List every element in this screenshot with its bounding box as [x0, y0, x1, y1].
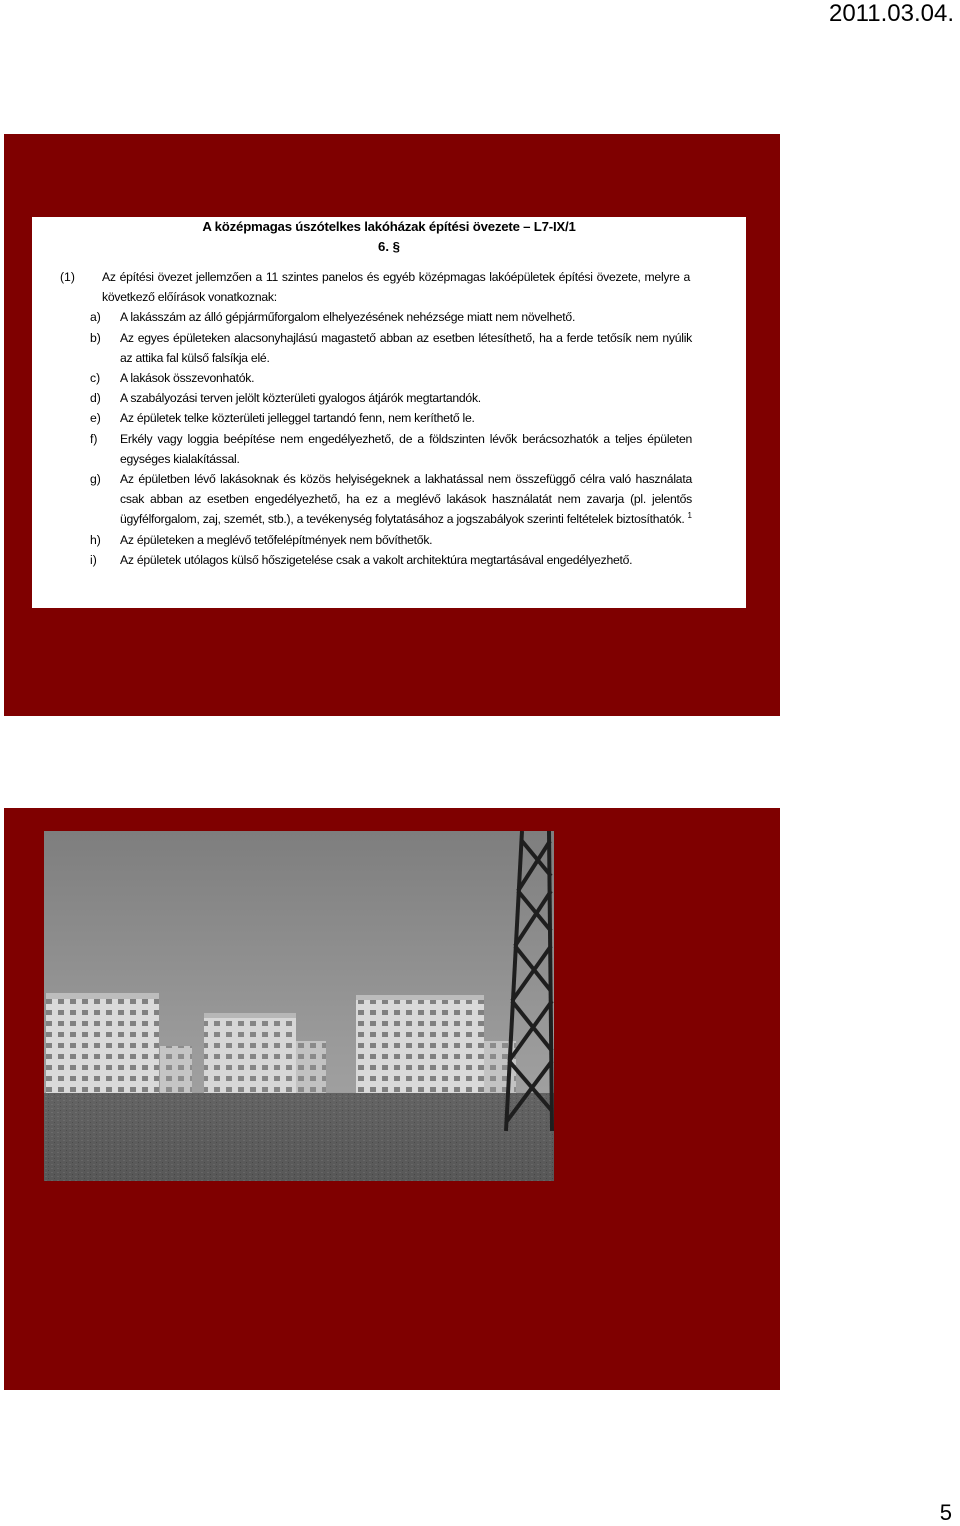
list-item [32, 307, 746, 327]
section-number: 6. § [378, 239, 400, 254]
item-text-content: A lakások összevonhatók. [120, 371, 255, 386]
paragraph [32, 267, 746, 307]
item-text [120, 469, 692, 530]
housing-estate-photo [44, 831, 554, 1181]
footnote-marker: 1 [687, 511, 692, 521]
item-text [120, 328, 692, 368]
item-text-content: Az egyes épületeken alacsonyhajlású magastető abban az esetben létesíthető, ha a ferde tetősík nem nyúlik az attika fal külső falsíkja elé. [120, 330, 692, 365]
slide-photo [4, 808, 780, 1390]
item-text-content: Az épületeken a meglévő tetőfelépítmények nem bővíthetők. [120, 532, 433, 547]
item-text-content: Az épületek utólagos külső hőszigetelése csak a vakolt architektúra megtartásával engedélyezhető. [120, 552, 633, 567]
item-letter: a) [90, 310, 101, 325]
building [296, 1041, 326, 1096]
item-text [120, 429, 692, 469]
item-text-content: Az épületek telke közterületi jelleggel tartandó fenn, nem keríthető le. [120, 411, 475, 426]
page-number: 5 [939, 1500, 952, 1525]
item-text [120, 368, 692, 388]
item-text [120, 530, 692, 550]
building [46, 993, 159, 1101]
item-letter: g) [90, 472, 101, 487]
item-letter: e) [90, 411, 101, 426]
list-item [32, 469, 746, 530]
slide-regulation [4, 134, 780, 716]
item-text-content: A szabályozási terven jelölt közterületi gyalogos átjárók megtartandók. [120, 391, 481, 406]
item-text [120, 408, 692, 428]
item-text [120, 388, 692, 408]
list-item [32, 368, 746, 388]
building [356, 995, 484, 1095]
item-list [32, 307, 746, 570]
list-item [32, 550, 746, 570]
item-text-content: Erkély vagy loggia beépítése nem engedélyezhető, de a földszinten lévők berácsozhatók a teljes épületen egységes kialakítással. [120, 431, 692, 466]
building [204, 1013, 296, 1097]
list-item [32, 408, 746, 428]
paragraph-number: (1) [60, 270, 75, 284]
building [160, 1046, 192, 1098]
item-text-content: A lakásszám az álló gépjárműforgalom elhelyezésének nehézsége miatt nem növelhető. [120, 310, 576, 325]
item-letter: f) [90, 431, 98, 446]
item-letter: h) [90, 532, 101, 547]
paragraph-text: Az építési övezet jellemzően a 11 szintes panelos és egyéb középmagas lakóépületek építési övezete, melyre a következő előírások vonatkoznak: [102, 270, 690, 305]
item-letter: i) [90, 552, 97, 567]
list-item [32, 429, 746, 469]
item-text [120, 550, 692, 570]
item-letter: d) [90, 391, 101, 406]
item-text [120, 307, 692, 327]
header-date: 2011.03.04. [828, 0, 954, 27]
regulation-document [32, 217, 746, 608]
item-letter: c) [90, 371, 101, 386]
list-item [32, 388, 746, 408]
list-item [32, 530, 746, 550]
document-title: A középmagas úszótelkes lakóházak építési övezete – L7-IX/1 [202, 219, 576, 234]
item-text-content: Az épületben lévő lakásoknak és közös helyiségeknek a lakhatással nem összefüggő célra való használata csak abban az esetben engedélyezhető, ha ez a meglévő lakások használatát nem zavarja (pl. jelentős ügyfélforgalom, zaj, szemét, stb.), a tevékenység folytatásához a jogszabályok szerinti feltételek biztosíthatók. [120, 472, 692, 527]
list-item [32, 328, 746, 368]
item-letter: b) [90, 330, 101, 345]
